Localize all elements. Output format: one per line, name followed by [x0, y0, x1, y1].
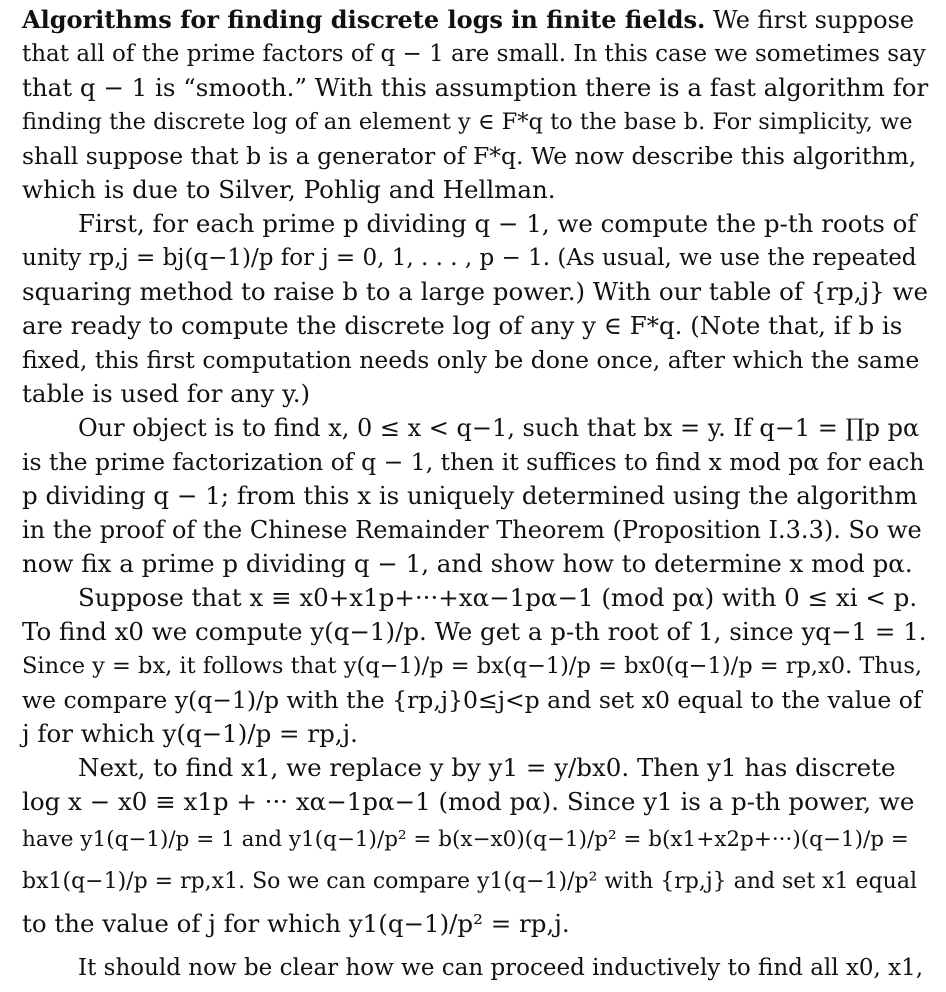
- line-7: First, for each prime p dividing q − 1, we compute the p-th roots of: [78, 209, 917, 238]
- line-1: We first suppose: [713, 6, 915, 34]
- line-14: is the prime factorization of q − 1, then it suffices to find x mod pα for each: [22, 448, 925, 476]
- line-26: bx1(q−1)/p = rp,x1. So we can compare y1(q−1)/p² with {rp,j} and set x1 equal: [22, 869, 917, 894]
- line-27: to the value of j for which y1(q−1)/p² = rp,j.: [22, 909, 570, 938]
- line-13: Our object is to find x, 0 ≤ x < q−1, such that bx = y. If q−1 = ∏p pα: [78, 414, 920, 442]
- line-25: have y1(q−1)/p = 1 and y1(q−1)/p² = b(x−x0)(q−1)/p² = b(x1+x2p+···)(q−1)/p =: [22, 827, 909, 852]
- line-2: that all of the prime factors of q − 1 are small. In this case we sometimes say: [22, 41, 926, 67]
- line-6: which is due to Silver, Pohlig and Hellman.: [22, 175, 556, 204]
- line-10: are ready to compute the discrete log of any y ∈ F*q. (Note that, if b is: [22, 311, 903, 340]
- line-20: Since y = bx, it follows that y(q−1)/p = bx(q−1)/p = bx0(q−1)/p = rp,x0. Thus,: [22, 653, 923, 679]
- line-4: finding the discrete log of an element y ∈ F*q to the base b. For simplicity, we: [22, 109, 913, 135]
- line-23: Next, to find x1, we replace y by y1 = y/bx0. Then y1 has discrete: [78, 753, 896, 782]
- line-3: that q − 1 is “smooth.” With this assumption there is a fast algorithm for: [22, 73, 929, 102]
- line-8: unity rp,j = bj(q−1)/p for j = 0, 1, . . . , p − 1. (As usual, we use the repeated: [22, 245, 917, 271]
- line-17: now fix a prime p dividing q − 1, and show how to determine x mod pα.: [22, 549, 913, 578]
- line-12: table is used for any y.): [22, 379, 311, 408]
- line-11: fixed, this first computation needs only be done once, after which the same: [22, 346, 920, 374]
- line-19: To find x0 we compute y(q−1)/p. We get a p-th root of 1, since yq−1 = 1.: [22, 617, 927, 646]
- line-28: It should now be clear how we can proceed inductively to find all x0, x1,: [78, 955, 924, 981]
- line-9: squaring method to raise b to a large power.) With our table of {rp,j} we: [22, 277, 928, 306]
- line-22: j for which y(q−1)/p = rp,j.: [22, 719, 358, 748]
- line-24: log x − x0 ≡ x1p + ··· xα−1pα−1 (mod pα). Since y1 is a p-th power, we: [22, 787, 915, 816]
- paragraph-line: [22, 4, 914, 36]
- section-heading: Algorithms for finding discrete logs in finite fields.: [22, 5, 706, 34]
- line-5: shall suppose that b is a generator of F*q. We now describe this algorithm,: [22, 142, 917, 170]
- line-16: in the proof of the Chinese Remainder Theorem (Proposition I.3.3). So we: [22, 516, 922, 544]
- line-21: we compare y(q−1)/p with the {rp,j}0≤j<p and set x0 equal to the value of: [22, 686, 922, 714]
- line-18: Suppose that x ≡ x0+x1p+···+xα−1pα−1 (mod pα) with 0 ≤ xi < p.: [78, 583, 918, 612]
- line-15: p dividing q − 1; from this x is uniquely determined using the algorithm: [22, 481, 918, 510]
